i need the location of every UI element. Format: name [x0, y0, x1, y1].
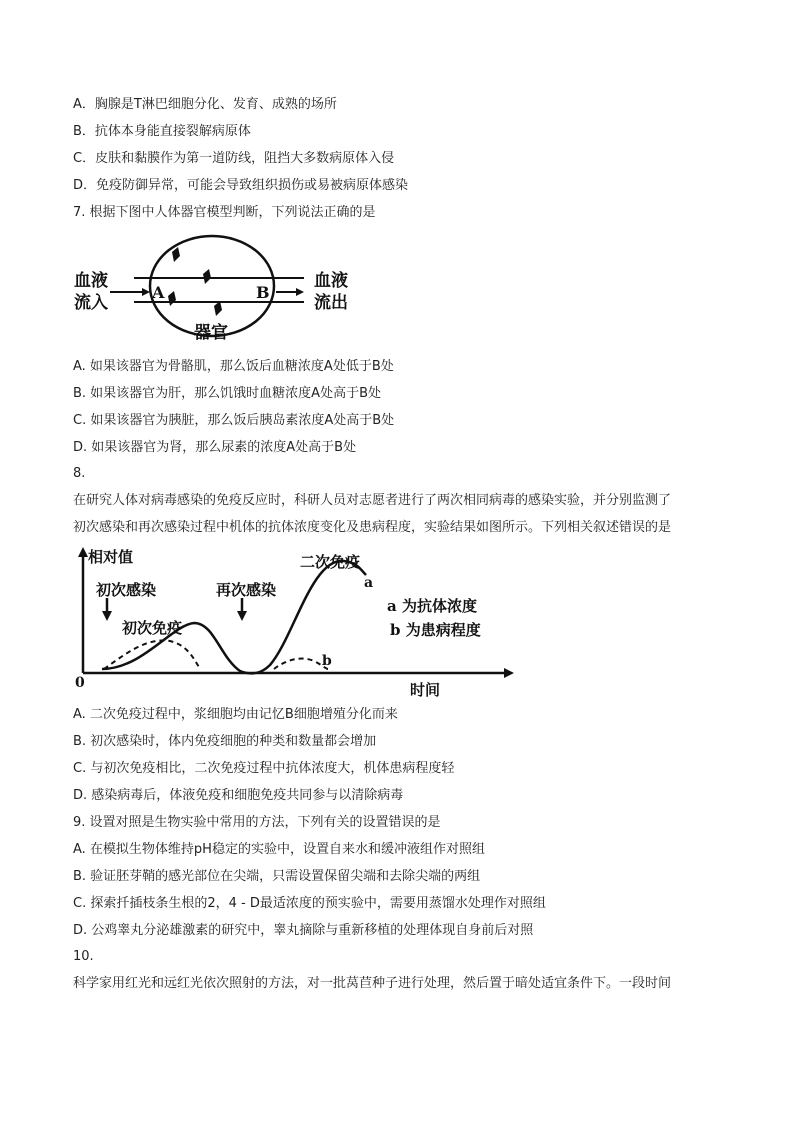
q6-option-c: C．皮肤和黏膜作为第一道防线，阻挡大多数病原体入侵 — [73, 151, 395, 166]
q8-option-d: D. 感染病毒后，体液免疫和细胞免疫共同参与以清除病毒 — [73, 788, 404, 803]
inflow-label-2: 流入 — [74, 293, 108, 313]
q8-number: 8. — [73, 466, 86, 481]
q6-option-b: B．抗体本身能直接裂解病原体 — [73, 124, 251, 139]
organ-model-figure — [72, 234, 362, 346]
q8-stem-line-2: 初次感染和再次感染过程中机体的抗体浓度变化及患病程度，实验结果如图所示。下列相关叙述错误的是 — [73, 520, 672, 535]
cell-mark-4 — [214, 301, 222, 316]
q10-stem-line-1: 科学家用红光和远红光依次照射的方法，对一批莴苣种子进行处理，然后置于暗处适宜条件下。一段时间 — [73, 976, 672, 991]
q9-option-b: B. 验证胚芽鞘的感光部位在尖端，只需设置保留尖端和去除尖端的两组 — [73, 869, 481, 884]
origin-label: 0 — [75, 675, 85, 691]
q7-option-d: D. 如果该器官为肾，那么尿素的浓度A处高于B处 — [73, 440, 357, 455]
first-infection-label: 初次感染 — [96, 581, 157, 599]
q8-option-b: B. 初次感染时，体内免疫细胞的种类和数量都会增加 — [73, 734, 377, 749]
q9-option-c: C. 探索扦插枝条生根的2，4 - D最适浓度的预实验中，需要用蒸馏水处理作对照组 — [73, 896, 546, 911]
second-infection-arrow-icon — [237, 611, 247, 621]
q10-number: 10. — [73, 949, 94, 964]
inflow-label-1: 血液 — [74, 271, 108, 291]
q8-stem-line-1: 在研究人体对病毒感染的免疫反应时，科研人员对志愿者进行了两次相同病毒的感染实验，并分别监测了 — [73, 493, 672, 508]
curve-b-label: b — [322, 653, 332, 669]
outflow-label-1: 血液 — [314, 271, 348, 291]
x-axis-arrow-icon — [504, 668, 514, 678]
q8-option-c: C. 与初次免疫相比，二次免疫过程中抗体浓度大，机体患病程度轻 — [73, 761, 455, 776]
q9-stem: 9. 设置对照是生物实验中常用的方法，下列有关的设置错误的是 — [73, 815, 441, 830]
cell-mark-1 — [172, 247, 180, 262]
inflow-arrow-icon — [142, 288, 150, 296]
legend-a: a 为抗体浓度 — [387, 597, 477, 615]
q8-option-a: A. 二次免疫过程中，浆细胞均由记忆B细胞增殖分化而来 — [73, 707, 398, 722]
outflow-arrow-icon — [296, 288, 304, 296]
curve-a-label: a — [364, 575, 374, 591]
q7-option-a: A. 如果该器官为骨骼肌，那么饭后血糖浓度A处低于B处 — [73, 359, 394, 374]
y-axis-label: 相对值 — [88, 548, 134, 566]
q9-option-a: A. 在模拟生物体维持pH稳定的实验中，设置自来水和缓冲液组作对照组 — [73, 842, 485, 857]
q6-option-d: D．免疫防御异常，可能会导致组织损伤或易被病原体感染 — [73, 178, 409, 193]
point-b-label: B — [256, 283, 270, 302]
cell-mark-2 — [203, 269, 211, 284]
curve-b-disease — [104, 640, 200, 669]
immune-response-figure — [72, 545, 522, 700]
x-axis-label: 时间 — [410, 681, 441, 699]
first-infection-arrow-icon — [102, 611, 112, 621]
q6-option-a: A．胸腺是T淋巴细胞分化、发育、成熟的场所 — [73, 97, 337, 112]
cell-mark-3 — [168, 291, 176, 306]
point-a-label: A — [152, 283, 165, 302]
y-axis-arrow-icon — [78, 547, 88, 557]
second-immunity-label: 二次免疫 — [300, 553, 361, 571]
second-infection-label: 再次感染 — [216, 581, 277, 599]
q9-option-d: D. 公鸡睾丸分泌雄激素的研究中，睾丸摘除与重新移植的处理体现自身前后对照 — [73, 923, 534, 938]
legend-b: b 为患病程度 — [390, 621, 481, 639]
organ-label: 器官 — [194, 323, 228, 343]
outflow-label-2: 流出 — [314, 293, 348, 313]
q7-option-b: B. 如果该器官为肝，那么饥饿时血糖浓度A处高于B处 — [73, 386, 381, 401]
curve-b-disease-second — [274, 659, 328, 669]
first-immunity-label: 初次免疫 — [122, 619, 183, 637]
q7-stem: 7. 根据下图中人体器官模型判断，下列说法正确的是 — [73, 205, 376, 220]
q7-option-c: C. 如果该器官为胰脏，那么饭后胰岛素浓度A处高于B处 — [73, 413, 395, 428]
